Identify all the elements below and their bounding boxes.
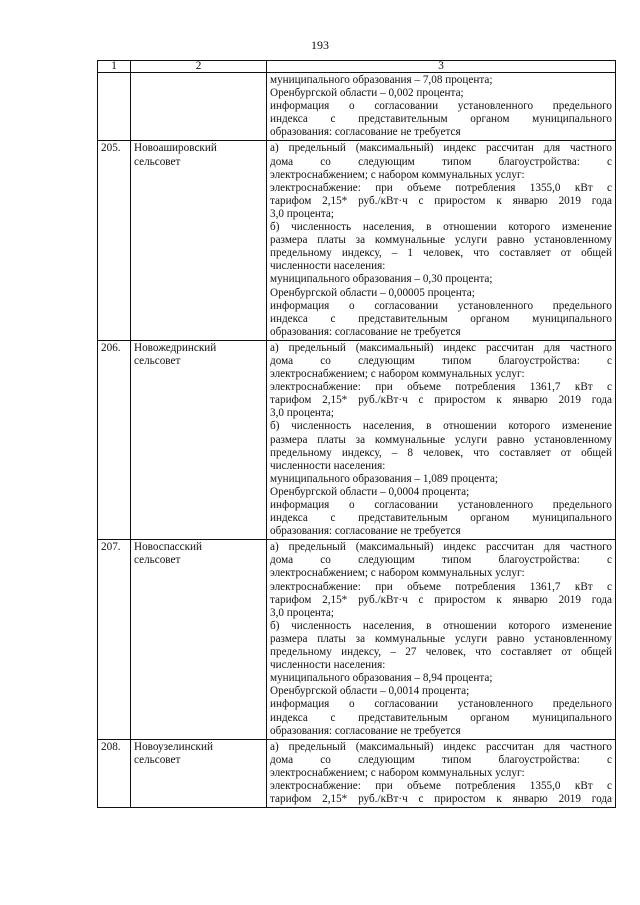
header-cell-3: 3: [267, 61, 616, 73]
page-number: 193: [311, 38, 329, 52]
municipality-name-line: Новоузелинский: [134, 740, 213, 753]
row-description: [267, 73, 616, 141]
row-number: 205.: [98, 141, 131, 340]
description-line: б) численность населения, в отношении которого изменение: [270, 221, 612, 234]
description-line: Оренбургской области – 0,0004 процента;: [270, 485, 470, 498]
description-line: индекса с представительным органом муниципального: [270, 711, 612, 724]
municipality-name-line: Новоашировский: [134, 142, 217, 155]
municipality-name-line: Новожедринский: [134, 341, 217, 354]
description-line: электроснабжением; с набором коммунальных услуг:: [270, 168, 525, 181]
description-line: Оренбургской области – 0,002 процента;: [270, 87, 464, 100]
description-line: б) численность населения, в отношении которого изменение: [270, 619, 612, 632]
tariff-table: [97, 60, 616, 808]
description-line: муниципального образования – 0,30 процента;: [270, 273, 493, 286]
municipality-name-line: сельсовет: [134, 753, 181, 766]
description-line: электроснабжение: при объеме потребления 1355,0 кВт с: [270, 181, 612, 194]
table-header-row: [98, 61, 616, 73]
description-line: 3,0 процента;: [270, 207, 334, 220]
description-line: предельному индексу, – 27 человек, что составляет от общей: [270, 646, 612, 659]
continuation-row: [98, 73, 616, 141]
description-line: электроснабжение: при объеме потребления 1361,7 кВт с: [270, 580, 612, 593]
description-line: размера платы за коммунальные услуги равно установленному: [270, 234, 612, 247]
description-line: дома со следующим типом благоустройства: с: [270, 155, 612, 168]
description-line: электроснабжением; с набором коммунальных услуг:: [270, 567, 525, 580]
municipality-name: [131, 540, 267, 739]
description-line: электроснабжение: при объеме потребления 1355,0 кВт с: [270, 779, 612, 792]
description-line: а) предельный (максимальный) индекс рассчитан для частного: [270, 541, 612, 554]
description-line: дома со следующим типом благоустройства: с: [270, 753, 612, 766]
municipality-name: [131, 340, 267, 539]
description-line: размера платы за коммунальные услуги равно установленному: [270, 632, 612, 645]
table-row: [98, 141, 616, 340]
row-number: 207.: [98, 540, 131, 739]
description-line: предельному индексу, – 1 человек, что составляет от общей: [270, 247, 612, 260]
description-line: муниципального образования – 7,08 процента;: [270, 74, 493, 86]
description-line: Оренбургской области – 0,00005 процента;: [270, 286, 475, 299]
description-line: индекса с представительным органом муниципального: [270, 312, 612, 325]
description-line: а) предельный (максимальный) индекс рассчитан для частного: [270, 341, 612, 354]
description-line: численности населения:: [270, 260, 386, 273]
description-line: тарифом 2,15* руб./кВт·ч с приростом к январю 2019 года: [270, 793, 612, 806]
description-line: дома со следующим типом благоустройства: с: [270, 554, 612, 567]
description-line: образования: согласование не требуется: [270, 325, 461, 338]
description-line: информация о согласовании установленного предельного: [270, 100, 612, 113]
table-row: [98, 739, 616, 807]
row-number: 208.: [98, 739, 131, 807]
municipality-name-line: сельсовет: [134, 155, 181, 168]
municipality-name: [131, 73, 267, 141]
description-line: информация о согласовании установленного предельного: [270, 499, 612, 511]
description-line: электроснабжение: при объеме потребления 1361,7 кВт с: [270, 381, 612, 394]
row-description: [267, 141, 616, 340]
description-line: 3,0 процента;: [270, 606, 334, 619]
description-line: информация о согласовании установленного предельного: [270, 299, 612, 312]
description-line: индекса с представительным органом муниципального: [270, 512, 612, 525]
description-line: численности населения:: [270, 659, 386, 672]
header-cell-1: 1: [98, 61, 131, 73]
description-line: образования: согласование не требуется: [270, 126, 461, 139]
description-line: муниципального образования – 1,089 процента;: [270, 472, 499, 485]
description-line: а) предельный (максимальный) индекс рассчитан для частного: [270, 740, 612, 753]
description-line: б) численность населения, в отношении которого изменение: [270, 420, 612, 433]
description-line: электроснабжением; с набором коммунальных услуг:: [270, 368, 525, 381]
description-line: а) предельный (максимальный) индекс рассчитан для частного: [270, 142, 612, 155]
description-line: тарифом 2,15* руб./кВт·ч с приростом к январю 2019 года: [270, 394, 612, 407]
row-number: 206.: [98, 340, 131, 539]
row-description: [267, 340, 616, 539]
description-line: тарифом 2,15* руб./кВт·ч с приростом к январю 2019 года: [270, 194, 612, 207]
row-description: [267, 739, 616, 807]
header-cell-2: 2: [131, 61, 267, 73]
description-line: 3,0 процента;: [270, 407, 334, 420]
municipality-name: [131, 739, 267, 807]
description-line: образования: согласование не требуется: [270, 724, 461, 737]
description-line: численности населения:: [270, 459, 386, 472]
description-line: дома со следующим типом благоустройства: с: [270, 354, 612, 367]
description-line: образования: согласование не требуется: [270, 525, 461, 538]
description-line: размера платы за коммунальные услуги равно установленному: [270, 433, 612, 446]
description-line: Оренбургской области – 0,0014 процента;: [270, 685, 470, 698]
row-number: [98, 73, 131, 141]
municipality-name-line: сельсовет: [134, 354, 181, 367]
description-line: муниципального образования – 8,94 процента;: [270, 672, 493, 685]
description-line: электроснабжением; с набором коммунальных услуг:: [270, 766, 525, 779]
description-line: индекса с представительным органом муниципального: [270, 113, 612, 126]
municipality-name-line: сельсовет: [134, 554, 181, 567]
municipality-name: [131, 141, 267, 340]
table-row: [98, 340, 616, 539]
description-line: предельному индексу, – 8 человек, что составляет от общей: [270, 446, 612, 459]
municipality-name-line: Новоспасский: [134, 541, 203, 554]
row-description: [267, 540, 616, 739]
description-line: тарифом 2,15* руб./кВт·ч с приростом к январю 2019 года: [270, 593, 612, 606]
description-line: информация о согласовании установленного предельного: [270, 698, 612, 711]
table-row: [98, 540, 616, 739]
